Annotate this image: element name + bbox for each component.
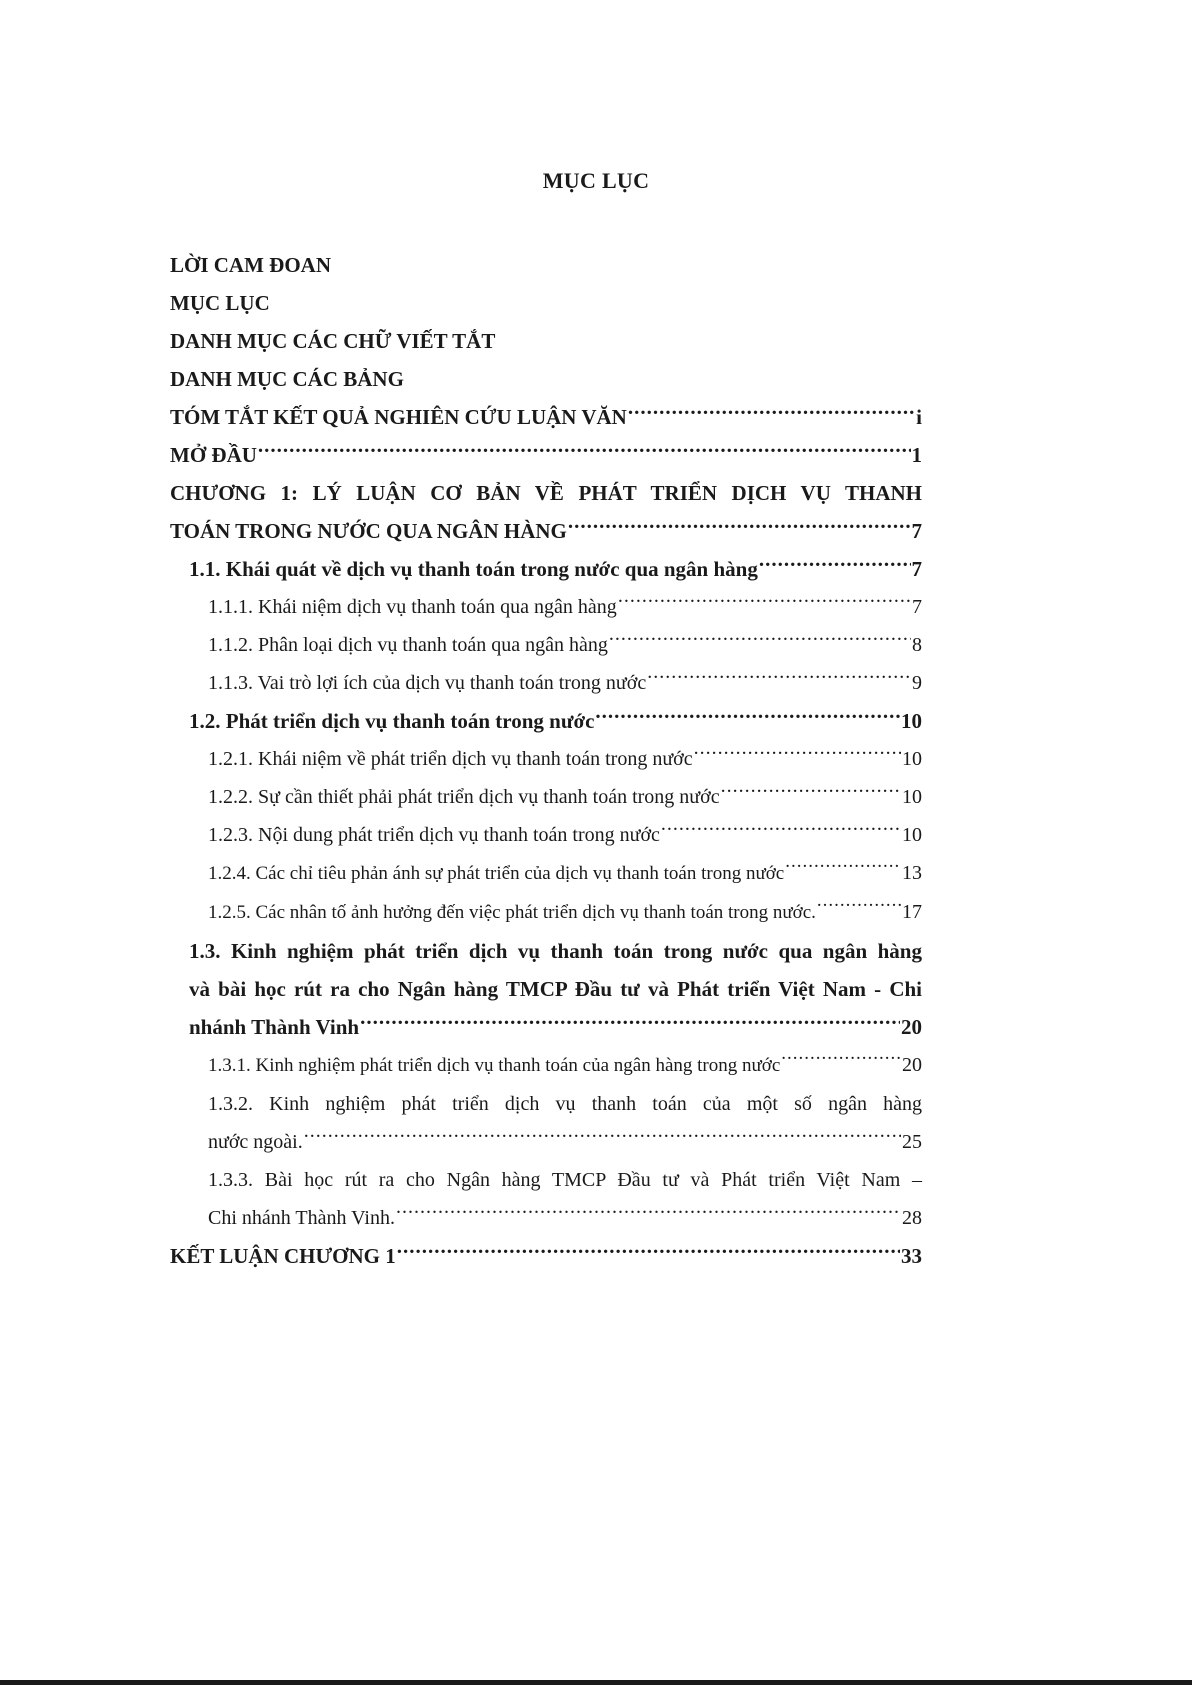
toc-entry-1-3-1 — [170, 1046, 922, 1085]
toc-entry-1-2-3 — [170, 816, 922, 854]
toc-entry-text: TÓM TẮT KẾT QUẢ NGHIÊN CỨU LUẬN VĂN — [170, 405, 627, 429]
toc-page-number: 13 — [902, 862, 922, 884]
table-of-contents — [170, 246, 922, 1275]
dot-leader — [781, 1052, 901, 1071]
toc-entry-1-1-1 — [170, 588, 922, 626]
toc-entry-1-2 — [170, 702, 922, 740]
toc-page-number: 20 — [901, 1015, 922, 1039]
toc-entry-1-2-2 — [170, 778, 922, 816]
toc-entry-1-1-3 — [170, 664, 922, 702]
toc-page-number: 33 — [901, 1244, 922, 1268]
toc-entry-text: MỞ ĐẦU — [170, 443, 257, 467]
toc-entry-line: và bài học rút ra cho Ngân hàng TMCP Đầu tư và Phát triển Việt Nam - Chi — [189, 977, 922, 1001]
toc-entry-text: 1.2.1. Khái niệm về phát triển dịch vụ thanh toán trong nước — [208, 748, 693, 770]
toc-entry-text: 1.1. Khái quát về dịch vụ thanh toán trong nước qua ngân hàng — [189, 557, 758, 581]
dot-leader — [647, 669, 911, 689]
toc-entry-text: 1.2.2. Sự cần thiết phải phát triển dịch vụ thanh toán trong nước — [208, 786, 720, 808]
page-title: MỤC LỤC — [542, 168, 650, 193]
toc-entry-text: DANH MỤC CÁC BẢNG — [170, 367, 404, 391]
toc-entry-muc-luc — [170, 284, 922, 322]
dot-leader — [595, 707, 900, 728]
toc-entry-text: LỜI CAM ĐOAN — [170, 253, 331, 277]
toc-page-number: 7 — [912, 596, 922, 618]
toc-entry-text: 1.2.3. Nội dung phát triển dịch vụ thanh toán trong nước — [208, 824, 660, 846]
dot-leader — [759, 555, 911, 576]
toc-page-number: 28 — [902, 1207, 922, 1229]
toc-entry-chapter-1-conclusion — [170, 1237, 922, 1275]
toc-page-number: 17 — [902, 901, 922, 923]
toc-entry-introduction — [170, 436, 922, 474]
toc-entry-1-2-5 — [170, 893, 922, 932]
toc-page-number: 10 — [902, 748, 922, 770]
toc-entry-text: 1.1.2. Phân loại dịch vụ thanh toán qua ngân hàng — [208, 634, 608, 656]
toc-entry-abbreviations — [170, 322, 922, 360]
toc-entry-text: 1.2. Phát triển dịch vụ thanh toán trong nước — [189, 709, 595, 733]
dot-leader — [360, 1013, 900, 1034]
dot-leader — [304, 1128, 901, 1148]
toc-entry-text: 1.1.1. Khái niệm dịch vụ thanh toán qua ngân hàng — [208, 596, 617, 618]
toc-page-number: 9 — [912, 672, 922, 694]
toc-entry-text: 1.1.3. Vai trò lợi ích của dịch vụ thanh toán trong nước — [208, 672, 647, 694]
toc-page-number: i — [916, 405, 922, 429]
toc-entry-chapter-1 — [170, 474, 922, 550]
toc-entry-line: 1.3. Kinh nghiệm phát triển dịch vụ thanh toán trong nước qua ngân hàng — [189, 939, 922, 963]
toc-page-number: 8 — [912, 634, 922, 656]
dot-leader — [694, 745, 901, 765]
dot-leader — [785, 860, 901, 879]
dot-leader — [396, 1204, 901, 1224]
page-bottom-edge — [0, 1680, 1192, 1685]
toc-entry-line: CHƯƠNG 1: LÝ LUẬN CƠ BẢN VỀ PHÁT TRIỂN DỊCH VỤ THANH — [170, 481, 922, 505]
toc-entry-1-1-2 — [170, 626, 922, 664]
toc-page-number: 7 — [911, 519, 922, 543]
toc-entry-text: DANH MỤC CÁC CHỮ VIẾT TẮT — [170, 329, 496, 353]
toc-entry-text: 1.2.5. Các nhân tố ảnh hưởng đến việc phát triển dịch vụ thanh toán trong nước. — [208, 902, 816, 923]
dot-leader — [661, 821, 901, 841]
toc-entry-1-3 — [170, 932, 922, 1046]
dot-leader — [397, 1242, 900, 1263]
toc-page-number: 10 — [902, 824, 922, 846]
toc-entry-line: nhánh Thành Vinh — [189, 1015, 360, 1039]
toc-entry-text: MỤC LỤC — [170, 291, 270, 315]
toc-page-number: 1 — [911, 443, 922, 467]
toc-entry-line: 1.3.2. Kinh nghiệm phát triển dịch vụ thanh toán của một số ngân hàng — [208, 1093, 922, 1115]
toc-entry-summary — [170, 398, 922, 436]
toc-page-number: 20 — [902, 1054, 922, 1076]
toc-entry-text: 1.2.4. Các chỉ tiêu phản ánh sự phát triển của dịch vụ thanh toán trong nước — [208, 863, 785, 884]
toc-entry-tables-list — [170, 360, 922, 398]
toc-entry-1-1 — [170, 550, 922, 588]
dot-leader — [618, 593, 911, 613]
toc-entry-1-3-2 — [170, 1085, 922, 1161]
toc-entry-line: Chi nhánh Thành Vinh. — [208, 1207, 395, 1229]
toc-page-number: 7 — [911, 557, 922, 581]
toc-page-number: 10 — [902, 786, 922, 808]
toc-entry-text: 1.3.1. Kinh nghiệm phát triển dịch vụ thanh toán của ngân hàng trong nước — [208, 1055, 781, 1076]
toc-entry-line: nước ngoài. — [208, 1131, 303, 1153]
dot-leader — [817, 899, 901, 918]
toc-entry-line: 1.3.3. Bài học rút ra cho Ngân hàng TMCP Đầu tư và Phát triển Việt Nam – — [208, 1169, 922, 1191]
toc-entry-1-3-3 — [170, 1161, 922, 1237]
dot-leader — [568, 517, 911, 538]
toc-entry-1-2-1 — [170, 740, 922, 778]
dot-leader — [628, 403, 915, 424]
toc-entry-loi-cam-doan — [170, 246, 922, 284]
toc-entry-text: KẾT LUẬN CHƯƠNG 1 — [170, 1244, 396, 1268]
dot-leader — [721, 783, 901, 803]
toc-entry-line: TOÁN TRONG NƯỚC QUA NGÂN HÀNG — [170, 519, 567, 543]
toc-page-number: 10 — [901, 709, 922, 733]
toc-entry-1-2-4 — [170, 854, 922, 893]
toc-page-number: 25 — [902, 1131, 922, 1153]
dot-leader — [258, 441, 911, 462]
dot-leader — [609, 631, 911, 651]
